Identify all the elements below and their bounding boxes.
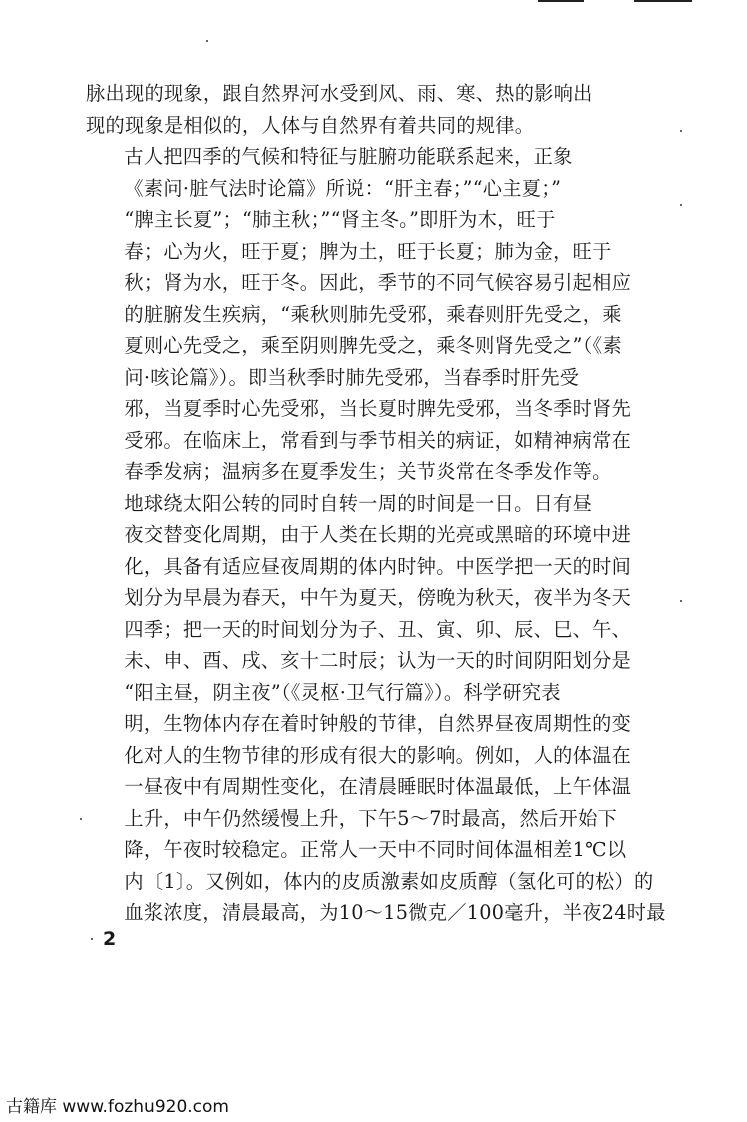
text-line: 划分为早晨为春天，中午为夏天，傍晚为秋天，夜半为冬天: [124, 586, 632, 609]
text-line: 一昼夜中有周期性变化，在清晨睡眠时体温最低，上午体温: [124, 775, 632, 798]
text-line: 《素问·脏气法时论篇》所说：“肝主春；”“心主夏；”: [124, 176, 562, 200]
text-line: 春；心为火，旺于夏；脾为土，旺于长夏；肺为金，旺于: [124, 239, 612, 263]
text-line: “脾主长夏”；“肺主秋；”“肾主冬。”即肝为木，旺于: [124, 208, 556, 231]
scan-speck: [206, 40, 208, 42]
text-line: 春季发病；温病多在夏季发生；关节炎常在冬季发作等。: [124, 460, 612, 483]
document-body: [86, 78, 666, 929]
text-line: 化，具备有适应昼夜周期的体内时钟。中医学把一天的时间: [124, 554, 632, 578]
scan-speck: [680, 600, 682, 602]
text-line: 邪，当夏季时心先受邪，当长夏时脾先受邪，当冬季时肾先: [124, 397, 632, 420]
text-line: 受邪。在临床上，常看到与季节相关的病证，如精神病常在: [124, 428, 632, 452]
site-watermark: [6, 1092, 229, 1117]
text-line: 内〔1〕。又例如，体内的皮质激素如皮质醇（氢化可的松）的: [124, 869, 654, 893]
text-line: 脉出现的现象，跟自然界河水受到风、雨、寒、热的影响出: [86, 82, 593, 105]
scan-edge-mark: [538, 0, 584, 2]
scan-speck: [80, 818, 82, 820]
paragraph-3: [86, 488, 666, 929]
text-line: 的脏腑发生疾病，“乘秋则肺先受邪，乘春则肝先受之，乘: [124, 302, 622, 326]
scan-speck: [680, 130, 682, 132]
text-line: 血浆浓度，清晨最高，为10～15微克／100毫升，半夜24时最: [124, 901, 666, 924]
scan-speck: [91, 938, 93, 940]
text-line: 降，午夜时较稳定。正常人一天中不同时间体温相差1℃以: [124, 838, 627, 861]
paragraph-1: [86, 78, 626, 141]
page-number: 2: [103, 928, 117, 950]
watermark-url: www.fozhu920.com: [62, 1097, 229, 1117]
paragraph-2: [86, 141, 632, 488]
scan-edge-mark: [634, 0, 692, 2]
watermark-site-name: 古籍库: [6, 1097, 57, 1117]
text-line: 明，生物体内存在着时钟般的节律，自然界昼夜周期性的变: [124, 712, 632, 735]
text-line: 现的现象是相似的，人体与自然界有着共同的规律。: [86, 113, 535, 137]
text-line: 上升，中午仍然缓慢上升，下午5～7时最高，然后开始下: [124, 806, 618, 830]
text-line: 化对人的生物节律的形成有很大的影响。例如，人的体温在: [124, 743, 632, 767]
text-line: 地球绕太阳公转的同时自转一周的时间是一日。日有昼: [124, 491, 593, 515]
text-line: 夏则心先受之，乘至阴则脾先受之，乘冬则肾先受之”（《素: [124, 334, 622, 357]
text-line: “阳主昼，阴主夜”（《灵枢·卫气行篇》）。科学研究表: [124, 680, 561, 704]
text-line: 问·咳论篇》）。即当秋季时肺先受邪，当春季时肝先受: [124, 365, 580, 389]
text-line: 古人把四季的气候和特征与脏腑功能联系起来，正象: [124, 145, 573, 168]
text-line: 夜交替变化周期，由于人类在长期的光亮或黑暗的环境中进: [124, 523, 632, 546]
text-line: 未、申、酉、戌、亥十二时辰；认为一天的时间阴阳划分是: [124, 649, 632, 672]
scan-speck: [680, 204, 682, 206]
text-line: 秋；肾为水，旺于冬。因此，季节的不同气候容易引起相应: [124, 271, 632, 294]
text-line: 四季；把一天的时间划分为子、丑、寅、卯、辰、巳、午、: [124, 617, 632, 641]
